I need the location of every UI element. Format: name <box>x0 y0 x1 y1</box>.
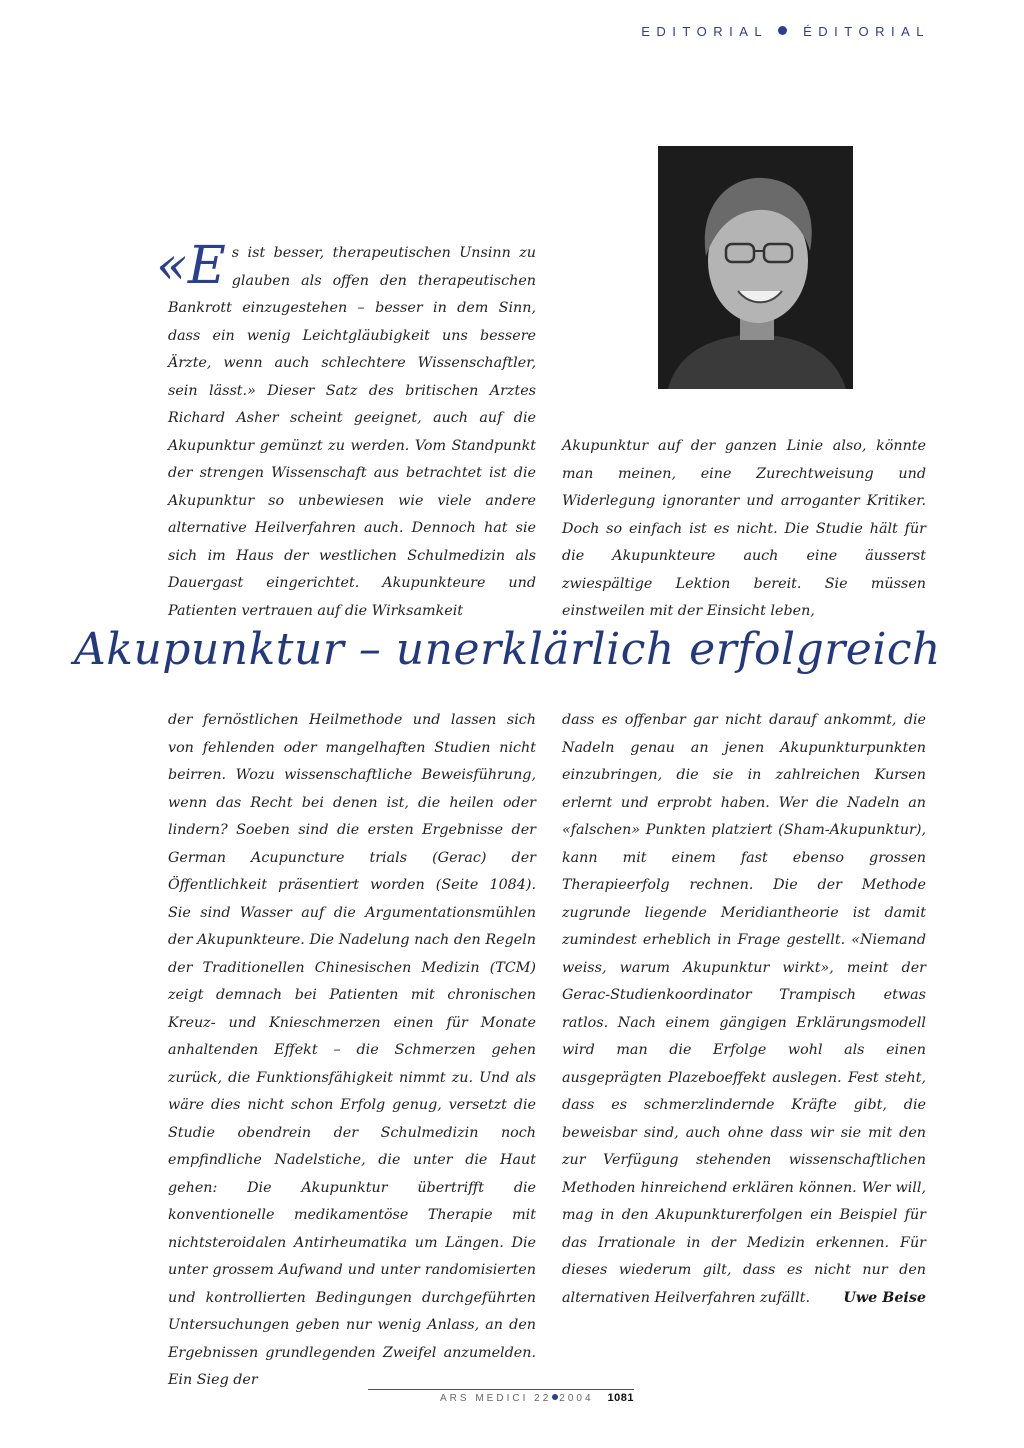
section-label-de: EDITORIAL <box>641 24 769 39</box>
intro-column-left <box>156 236 536 625</box>
page-number: 1081 <box>607 1392 634 1404</box>
article-title: Akupunktur – unerklärlich erfolgreich <box>74 624 941 675</box>
page-footer <box>368 1392 634 1404</box>
intro-text-right: Akupunktur auf der ganzen Linie also, könnte man meinen, eine Zurechtweisung und Widerlegung ignoranter und arroganter Kritiker. Doch so einfach ist es nicht. Die Studie hält für die Akupunkteure auch eine äusserst zwiespältige Lektion bereit. Sie müssen einstweilen mit der Einsicht leben, <box>562 438 926 619</box>
body-column-right <box>562 707 926 1312</box>
intro-column-right <box>562 433 926 626</box>
drop-cap: «E <box>156 236 226 296</box>
body-column-left <box>168 707 536 1395</box>
portrait-image <box>658 146 853 389</box>
author-portrait-photo <box>658 146 853 389</box>
journal-year: 2004 <box>559 1393 594 1404</box>
intro-text-left: s ist besser, therapeutischen Unsinn zu glauben als offen den therapeutischen Bankrott einzugestehen – besser in dem Sinn, dass ein wenig Leichtgläubigkeit uns bessere Ärzte, wenn auch schlechtere Wissenschaftler, sein lässt.» Dieser Satz des britischen Arztes Richard Asher scheint geeignet, auch auf die Akupunktur gemünzt zu werden. Vom Standpunkt der strengen Wissenschaft aus betrachtet ist die Akupunktur so unbewiesen wie viele andere alternative Heilverfahren auch. Dennoch hat sie sich im Haus der westlichen Schulmedizin als Dauergast eingerichtet. Akupunkteure und Patienten vertrauen auf die Wirksamkeit <box>168 245 536 619</box>
body-text-right: dass es offenbar gar nicht darauf ankommt, die Nadeln genau an jenen Akupunkturpunkten einzubringen, die sie in zahlreichen Kursen erlernt und erprobt haben. Wer die Nadeln an «falschen» Punkten platziert (Sham-Akupunktur), kann mit einem fast ebenso grossen Therapieerfolg rechnen. Die der Methode zugrunde liegende Meridiantheorie ist damit zumindest erheblich in Frage gestellt. «Niemand weiss, warum Akupunktur wirkt», meint der Gerac-Studienkoordinator Trampisch etwas ratlos. Nach einem gängigen Erklärungsmodell wird man die Erfolge wohl als einen ausgeprägten Plazeboeffekt auslegen. Fest steht, dass es schmerzlindernde Kräfte gibt, die beweisbar sind, auch ohne dass wir sie mit den zur Verfügung stehenden wissenschaftlichen Methoden hinreichend erklären können. Wer will, mag in den Akupunkturerfolgen ein Beispiel für das Irrationale in der Medizin erkennen. Für dieses wiederum gilt, dass es nicht nur den alternativen Heilverfahren zufällt. <box>562 712 926 1306</box>
author-signature: Uwe Beise <box>843 1290 926 1306</box>
body-text-left: der fernöstlichen Heilmethode und lassen sich von fehlenden oder mangelhaften Studien nicht beirren. Wozu wissenschaftliche Beweisführung, wenn das Recht bei denen ist, die heilen oder lindern? Soeben sind die ersten Ergebnisse der German Acupuncture trials (Gerac) der Öffentlichkeit präsentiert worden (Seite 1084). Sie sind Wasser auf die Argumentationsmühlen der Akupunkteure. Die Nadelung nach den Regeln der Traditionellen Chinesischen Medizin (TCM) zeigt demnach bei Patienten mit chronischen Kreuz- und Knieschmerzen einen für Monate anhaltenden Effekt – die Schmerzen gehen zurück, die Funktionsfähigkeit nimmt zu. Und als wäre dies nicht schon Erfolg genug, versetzt die Studie obendrein der Schulmedizin noch empfindliche Nadelstiche, die unter die Haut gehen: Die Akupunktur übertrifft die konventionelle medikamentöse Therapie mit nichtsteroidalen Antirheumatika um Längen. Die unter grossem Aufwand und unter randomisierten und kontrollierten Bedingungen durchgeführten Untersuchungen geben nur wenig Anlass, an den Ergebnissen grundlegenden Zweifel anzumelden. Ein Sieg der <box>168 712 536 1388</box>
journal-name: ARS MEDICI 22 <box>440 1393 552 1404</box>
section-header <box>641 24 930 39</box>
section-label-fr: ÉDITORIAL <box>803 24 930 39</box>
footer-dot-icon <box>552 1394 558 1400</box>
bullet-dot-icon <box>778 26 787 35</box>
footer-divider <box>368 1389 634 1390</box>
